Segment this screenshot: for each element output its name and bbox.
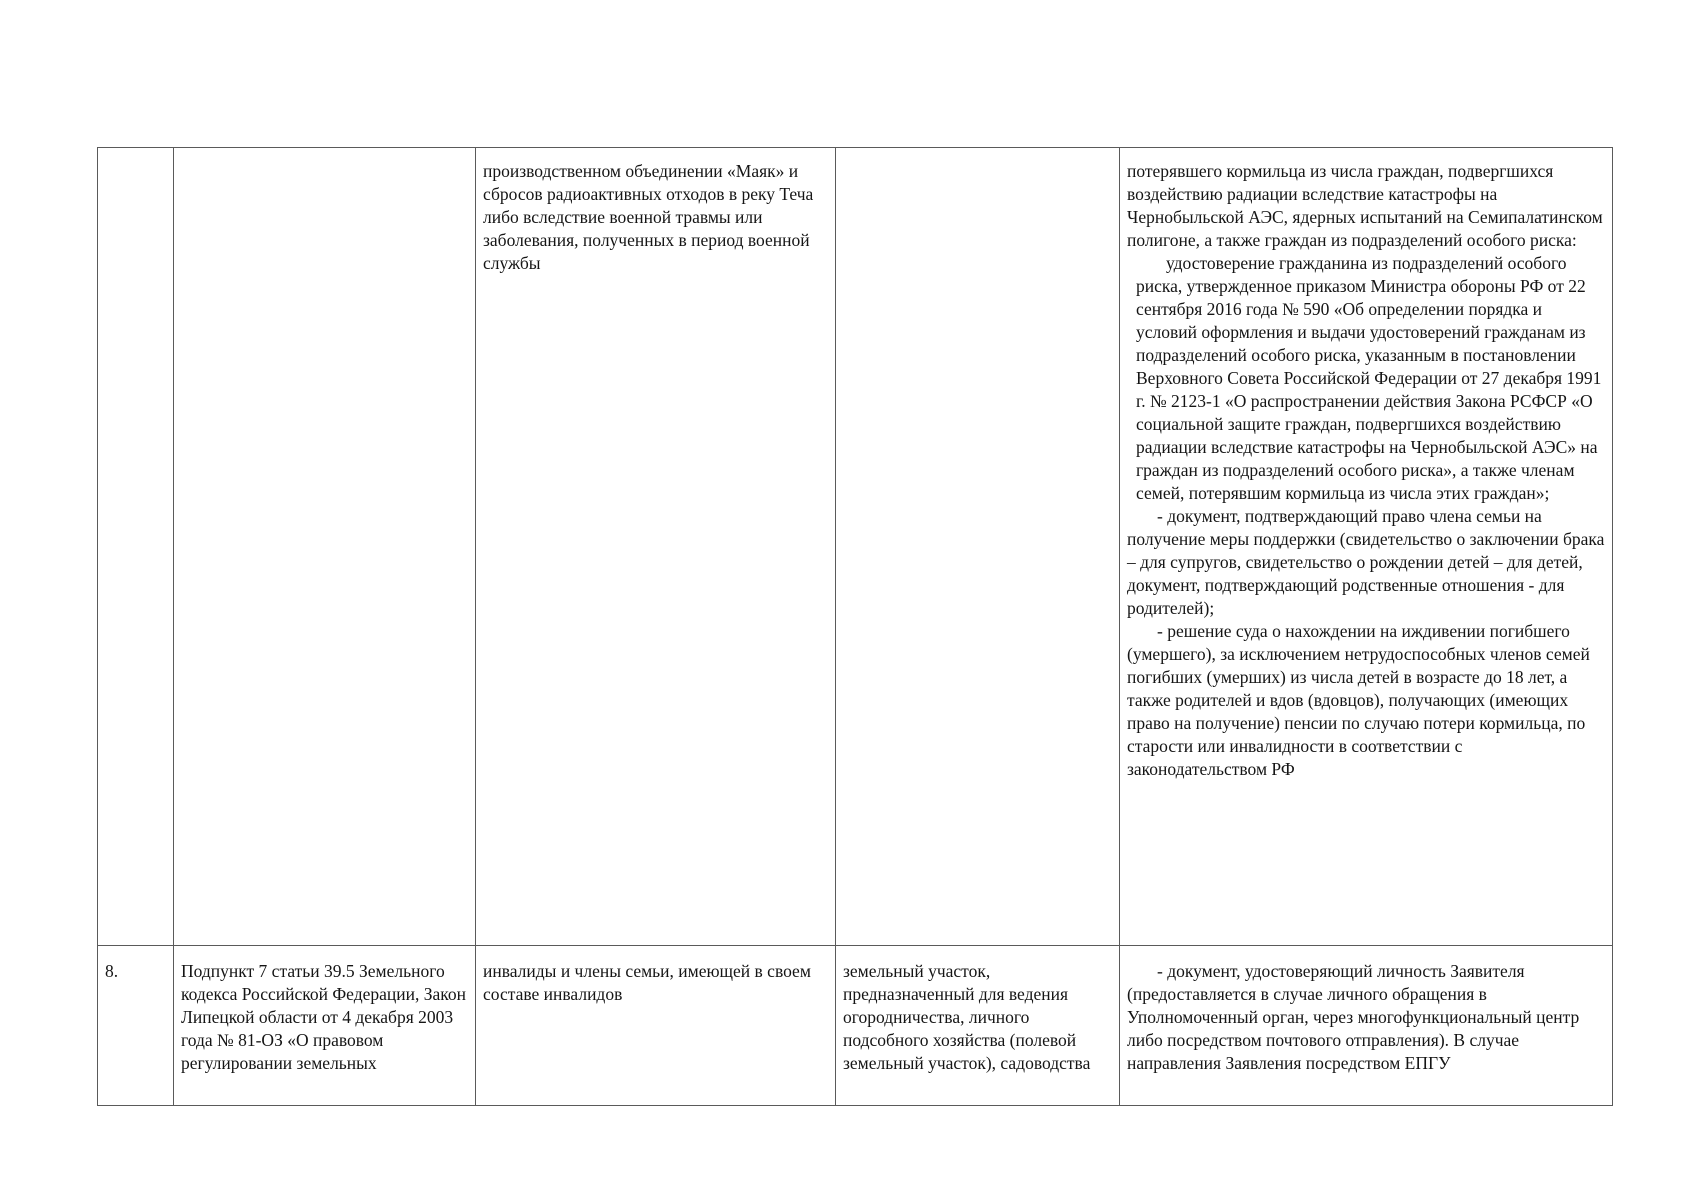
cell-number: 8. [98, 946, 174, 1106]
cell-category: производственном объединении «Маяк» и сбросов радиоактивных отходов в реку Теча либо вследствие военной травмы или заболевания, полученных в период военной службы [476, 148, 836, 946]
doc-paragraph: - документ, подтверждающий право члена семьи на получение меры поддержки (свидетельство о заключении брака – для супругов, свидетельство о рождении детей – для детей, документ, подтверждающий родственные отношения - для родителей); [1127, 506, 1605, 618]
cell-number [98, 148, 174, 946]
cell-documents [1120, 148, 1613, 946]
doc-paragraph: удостоверение гражданина из подразделений особого риска, утвержденное приказом Министра обороны РФ от 22 сентября 2016 года № 590 «Об определении порядка и условий оформления и выдачи удостоверений гражданам из подразделений особого риска, указанным в постановлении Верховного Совета Российской Федерации от 27 декабря 1991 г. № 2123-1 «О распространении действия Закона РСФСР «О социальной защите граждан, подвергшихся воздействию радиации вследствие катастрофы на Чернобыльской АЭС» на граждан из подразделений особого риска», а также членам семей, потерявшим кормильца из числа этих граждан»; [1136, 253, 1602, 503]
doc-paragraph: - решение суда о нахождении на иждивении погибшего (умершего), за исключением нетрудоспособных членов семей погибших (умерших) из числа детей в возрасте до 18 лет, а также родителей и вдов (вдовцов), получающих (имеющих право на получение) пенсии по случаю потери кормильца, по старости или инвалидности в соответствии с законодательством РФ [1127, 621, 1590, 779]
cell-land-plot [836, 148, 1120, 946]
table-row [98, 946, 1613, 1106]
doc-paragraph: - документ, удостоверяющий личность Заявителя (предоставляется в случае личного обращения в Уполномоченный орган, через многофункциональный центр либо посредством почтового отправления). В случае направления Заявления посредством ЕПГУ [1127, 961, 1580, 1073]
cell-documents [1120, 946, 1613, 1106]
cell-land-plot: земельный участок, предназначенный для ведения огородничества, личного подсобного хозяйства (полевой земельный участок), садоводства [836, 946, 1120, 1106]
cell-category: инвалиды и члены семьи, имеющей в своем составе инвалидов [476, 946, 836, 1106]
document-table [97, 147, 1613, 1106]
cell-legal-basis [174, 148, 476, 946]
table-row [98, 148, 1613, 946]
cell-legal-basis: Подпункт 7 статьи 39.5 Земельного кодекса Российской Федерации, Закон Липецкой области от 4 декабря 2003 года № 81-ОЗ «О правовом регулировании земельных [174, 946, 476, 1106]
doc-paragraph: потерявшего кормильца из числа граждан, подвергшихся воздействию радиации вследствие катастрофы на Чернобыльской АЭС, ядерных испытаний на Семипалатинском полигоне, а также граждан из подразделений особого риска: [1127, 161, 1603, 250]
